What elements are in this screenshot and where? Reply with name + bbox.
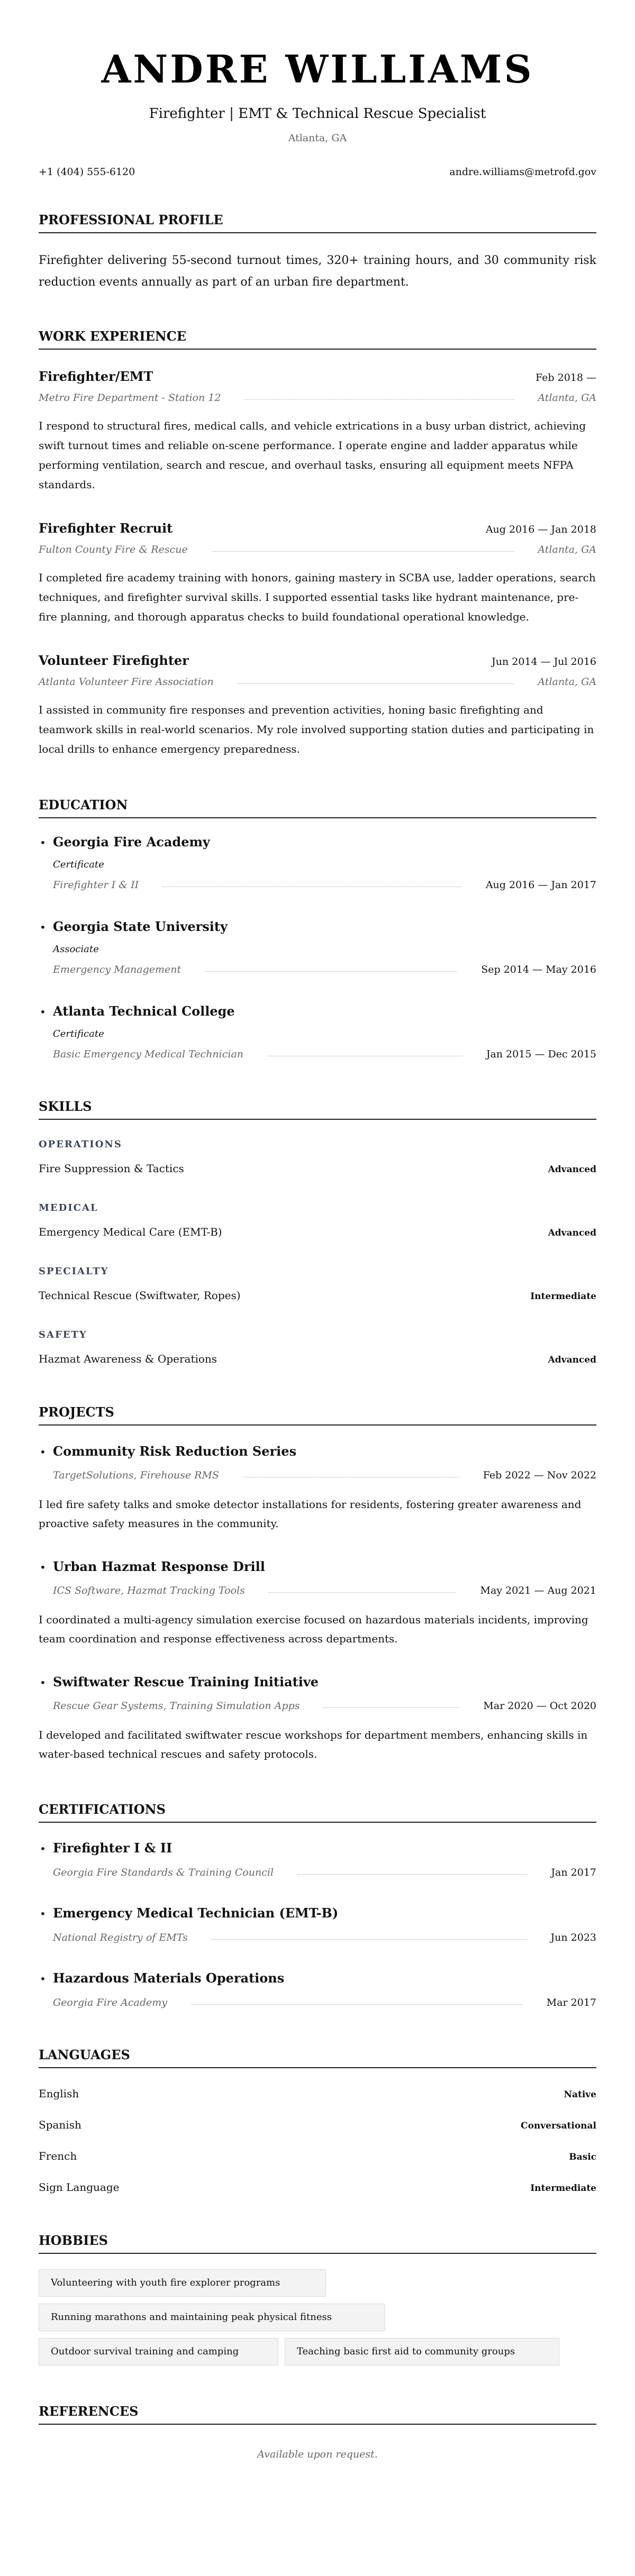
phone: +1 (404) 555-6120 (39, 166, 135, 178)
bullet-icon: • (40, 1561, 46, 1574)
references-text: Available upon request. (257, 2449, 378, 2460)
job-location: Atlanta, GA (538, 676, 596, 688)
project-entry (39, 1559, 596, 1648)
skill-level: Advanced (548, 1355, 596, 1365)
project-dates: Feb 2022 — Nov 2022 (483, 1469, 596, 1481)
job-description: I completed fire academy training with honors, gaining mastery in SCBA use, ladder operations, search techniques, and firefighter survival skills. I supported essential tasks like hydrant maintenance, pre-fire planning, and thorough apparatus checks to build foundational operational knowledge. (39, 571, 596, 623)
project-entry (39, 1674, 596, 1764)
job-title: Volunteer Firefighter (39, 653, 189, 668)
education-dates: Aug 2016 — Jan 2017 (485, 879, 596, 891)
section-heading: WORK EXPERIENCE (39, 328, 596, 350)
job-header (39, 369, 596, 385)
language-name: English (39, 2087, 79, 2100)
education-meta (39, 879, 596, 891)
job-entry (39, 653, 596, 759)
company: Metro Fire Department - Station 12 (39, 392, 221, 404)
dotted-leader (212, 551, 514, 552)
section-languages (39, 2047, 596, 2195)
degree: Certificate (53, 859, 104, 870)
bullet-icon: • (40, 1006, 46, 1018)
project-entry (39, 1444, 596, 1533)
dotted-leader (297, 1874, 527, 1875)
section-heading: CERTIFICATIONS (39, 1802, 596, 1823)
field-of-study: Emergency Management (53, 964, 182, 975)
section-work-experience (39, 328, 596, 759)
language-row (39, 2150, 596, 2163)
candidate-name: ANDRE WILLIAMS (101, 47, 534, 92)
job-dates: Jun 2014 — Jul 2016 (492, 656, 596, 668)
section-profile (39, 212, 596, 293)
project-meta (39, 1585, 596, 1597)
certification-title: Hazardous Materials Operations (53, 1970, 285, 1986)
section-references (39, 2404, 596, 2461)
job-header (39, 653, 596, 669)
degree: Certificate (53, 1028, 104, 1039)
language-level: Native (564, 2089, 596, 2100)
certification-date: Jan 2017 (551, 1867, 596, 1878)
bullet-icon: • (40, 1972, 46, 1985)
project-tools: TargetSolutions, Firehouse RMS (53, 1469, 219, 1481)
job-description: I respond to structural fires, medical calls, and vehicle extrications in a busy urban district, achieving swift turnout times and reliable on-scene performance. I operate engine and ladder apparatus while performing ventilation, search and rescue, and overhaul tasks, ensuring all equipment meets NFPA standards. (39, 419, 586, 491)
language-name: Sign Language (39, 2181, 120, 2194)
company: Fulton County Fire & Rescue (39, 544, 188, 555)
project-description: I coordinated a multi-agency simulation exercise focused on hazardous materials incidents, improving team coordination and response effectiveness across departments. (39, 1613, 588, 1645)
job-meta (39, 392, 596, 404)
project-dates: Mar 2020 — Oct 2020 (483, 1700, 596, 1712)
education-header (39, 834, 596, 850)
school-name: Georgia Fire Academy (53, 834, 210, 849)
education-dates: Sep 2014 — May 2016 (481, 964, 596, 975)
language-row (39, 2087, 596, 2101)
job-meta (39, 676, 596, 688)
dotted-leader (191, 2004, 523, 2005)
skill-category: OPERATIONS (39, 1139, 122, 1150)
job-meta (39, 544, 596, 556)
certification-header (39, 1905, 596, 1921)
certification-meta (39, 1997, 596, 2009)
language-level: Conversational (521, 2121, 596, 2131)
bullet-icon: • (40, 921, 46, 934)
job-entry (39, 369, 596, 495)
profile-text: Firefighter delivering 55-second turnout times, 320+ training hours, and 30 community risk reduction events annually as part of an urban fire department. (39, 254, 596, 289)
skill-category: SAFETY (39, 1329, 87, 1340)
language-name: French (39, 2150, 77, 2162)
dotted-leader (323, 1707, 459, 1708)
hobby-chips (39, 2269, 596, 2365)
certification-title: Emergency Medical Technician (EMT-B) (53, 1905, 339, 1921)
section-hobbies (39, 2233, 596, 2365)
skill-level: Intermediate (530, 1291, 596, 1302)
education-dates: Jan 2015 — Dec 2015 (486, 1048, 596, 1060)
school-name: Georgia State University (53, 919, 228, 934)
section-skills (39, 1099, 596, 1366)
contact-row (39, 166, 596, 178)
language-row (39, 2118, 596, 2132)
certification-issuer: Georgia Fire Academy (53, 1997, 168, 2008)
job-description: I assisted in community fire responses and prevention activities, honing basic firefighting and teamwork skills in real-world scenarios. My role involved supporting station duties and participating in local drills to enhance emergency preparedness. (39, 704, 594, 755)
job-location: Atlanta, GA (538, 392, 596, 404)
certification-title: Firefighter I & II (53, 1840, 173, 1856)
dotted-leader (244, 399, 514, 400)
certification-date: Jun 2023 (550, 1932, 596, 1943)
certification-issuer: Georgia Fire Standards & Training Council (53, 1867, 274, 1878)
language-row (39, 2181, 596, 2195)
language-level: Intermediate (530, 2183, 596, 2194)
dotted-leader (238, 683, 514, 684)
skill-row (39, 1289, 596, 1303)
skill-level: Advanced (548, 1228, 596, 1238)
skill-category: MEDICAL (39, 1202, 98, 1213)
job-dates: Aug 2016 — Jan 2018 (485, 524, 596, 535)
certification-meta (39, 1932, 596, 1944)
candidate-title: Firefighter | EMT & Technical Rescue Specialist (149, 106, 486, 122)
project-tools: ICS Software, Hazmat Tracking Tools (53, 1585, 245, 1596)
email[interactable]: andre.williams@metrofd.gov (449, 166, 596, 178)
job-title: Firefighter Recruit (39, 520, 173, 536)
project-title: Urban Hazmat Response Drill (53, 1559, 265, 1574)
education-meta (39, 1048, 596, 1061)
project-meta (39, 1700, 596, 1712)
section-heading: PROJECTS (39, 1404, 596, 1426)
education-entry (39, 1003, 596, 1061)
certification-header (39, 1970, 596, 1986)
language-level: Basic (569, 2152, 596, 2162)
project-title: Community Risk Reduction Series (53, 1444, 297, 1459)
education-header (39, 1003, 596, 1019)
dotted-leader (205, 971, 457, 972)
bullet-icon: • (40, 1842, 46, 1855)
project-header (39, 1444, 596, 1459)
degree: Associate (53, 944, 99, 955)
skill-row (39, 1353, 596, 1366)
certification-header (39, 1840, 596, 1856)
skill-row (39, 1162, 596, 1176)
project-description: I led fire safety talks and smoke detector installations for residents, fostering greater awareness and proactive safety measures in the community. (39, 1498, 582, 1530)
candidate-location: Atlanta, GA (288, 132, 347, 144)
section-heading: PROFESSIONAL PROFILE (39, 212, 596, 233)
resume-header (39, 47, 596, 178)
section-heading: LANGUAGES (39, 2047, 596, 2068)
bullet-icon: • (40, 1907, 46, 1920)
education-meta (39, 964, 596, 976)
hobby-chip: Volunteering with youth fire explorer programs (39, 2269, 326, 2297)
job-title: Firefighter/EMT (39, 369, 153, 384)
certification-entry (39, 1970, 596, 2009)
certification-entry (39, 1905, 596, 1944)
project-header (39, 1674, 596, 1690)
hobby-chip: Running marathons and maintaining peak physical fitness (39, 2304, 385, 2331)
bullet-icon: • (40, 1446, 46, 1458)
school-name: Atlanta Technical College (53, 1003, 235, 1019)
section-education (39, 797, 596, 1061)
company: Atlanta Volunteer Fire Association (39, 676, 214, 688)
project-description: I developed and facilitated swiftwater rescue workshops for department members, enhancing skills in water-based technical rescues and safety protocols. (39, 1729, 588, 1760)
skill-level: Advanced (548, 1164, 596, 1175)
field-of-study: Firefighter I & II (53, 879, 139, 891)
language-name: Spanish (39, 2118, 81, 2131)
job-entry (39, 520, 596, 627)
dotted-leader (269, 1592, 457, 1593)
skill-name: Fire Suppression & Tactics (39, 1162, 184, 1175)
education-header (39, 919, 596, 935)
skill-name: Technical Rescue (Swiftwater, Ropes) (39, 1289, 241, 1302)
job-header (39, 520, 596, 536)
project-meta (39, 1469, 596, 1482)
section-projects (39, 1404, 596, 1764)
job-dates: Feb 2018 — (536, 372, 596, 383)
bullet-icon: • (40, 1676, 46, 1689)
project-tools: Rescue Gear Systems, Training Simulation Apps (53, 1700, 300, 1712)
section-certifications (39, 1802, 596, 2009)
bullet-icon: • (40, 836, 46, 849)
skill-name: Hazmat Awareness & Operations (39, 1353, 217, 1365)
section-heading: EDUCATION (39, 797, 596, 818)
section-heading: SKILLS (39, 1099, 596, 1120)
project-dates: May 2021 — Aug 2021 (480, 1585, 596, 1596)
project-header (39, 1559, 596, 1575)
job-location: Atlanta, GA (538, 544, 596, 555)
dotted-leader (212, 1939, 527, 1940)
field-of-study: Basic Emergency Medical Technician (53, 1048, 244, 1060)
section-heading: REFERENCES (39, 2404, 596, 2425)
section-heading: HOBBIES (39, 2233, 596, 2254)
education-entry (39, 834, 596, 891)
certification-meta (39, 1867, 596, 1879)
education-entry (39, 919, 596, 976)
skill-category: SPECIALTY (39, 1266, 109, 1277)
project-title: Swiftwater Rescue Training Initiative (53, 1674, 319, 1689)
skill-row (39, 1226, 596, 1239)
skill-name: Emergency Medical Care (EMT-B) (39, 1226, 222, 1238)
certification-entry (39, 1840, 596, 1879)
hobby-chip: Teaching basic first aid to community groups (285, 2338, 559, 2365)
hobby-chip: Outdoor survival training and camping (39, 2338, 278, 2365)
certification-date: Mar 2017 (546, 1997, 596, 2008)
certification-issuer: National Registry of EMTs (53, 1932, 188, 1943)
